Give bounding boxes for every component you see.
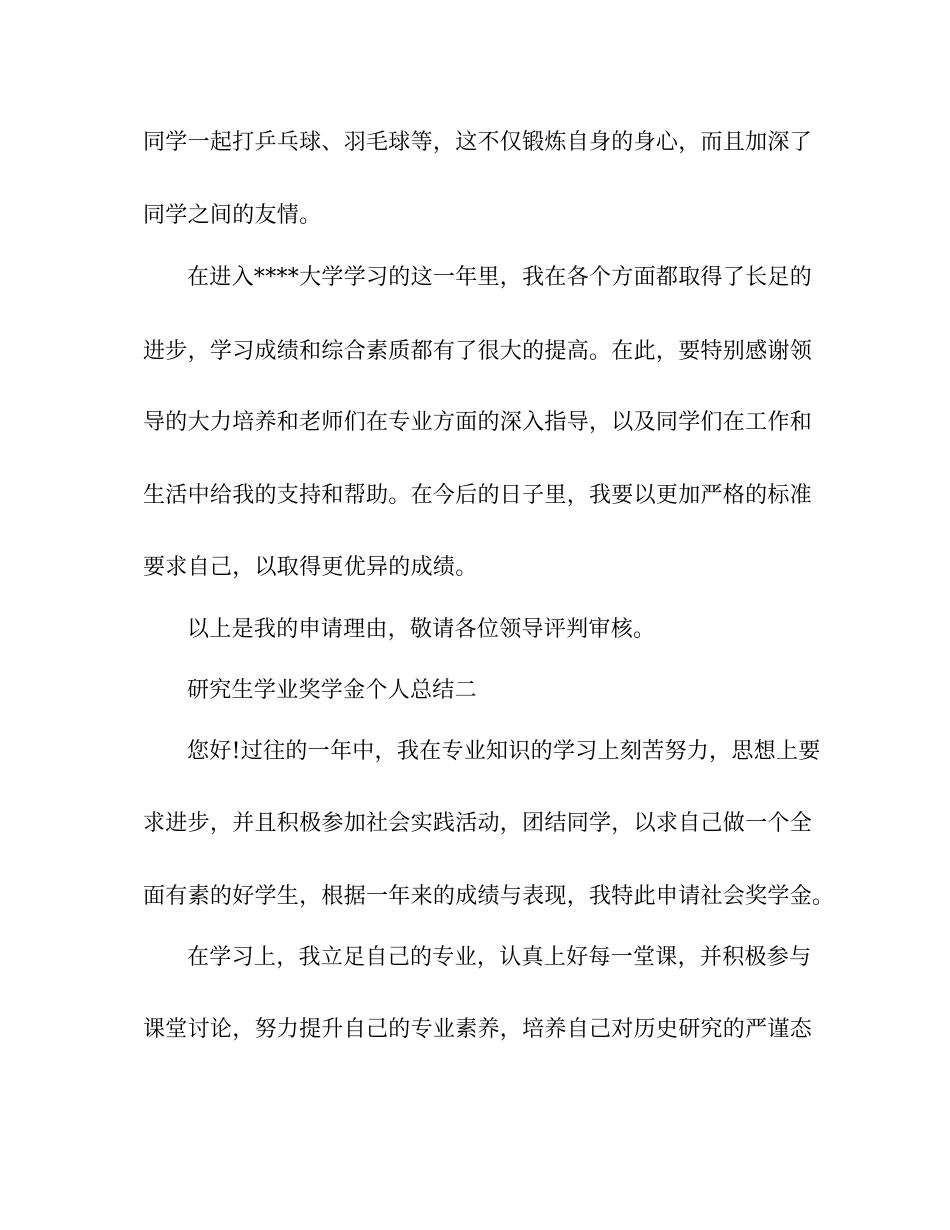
paragraph-line: 同学一起打乒乓球、羽毛球等，这不仅锻炼自身的身心，而且加深了 (143, 130, 813, 155)
paragraph-line: 生活中给我的支持和帮助。在今后的日子里，我要以更加严格的标准 (143, 483, 813, 508)
paragraph-line: 同学之间的友情。 (143, 203, 322, 228)
paragraph-line: 导的大力培养和老师们在专业方面的深入指导，以及同学们在工作和 (143, 410, 813, 435)
paragraph-line: 要求自己，以取得更优异的成绩。 (143, 555, 478, 580)
paragraph-line: 以上是我的申请理由，敬请各位领导评判审核。 (187, 617, 656, 642)
paragraph-line: 您好!过往的一年中，我在专业知识的学习上刻苦努力，思想上要 (187, 739, 821, 764)
paragraph-line: 在进入****大学学习的这一年里，我在各个方面都取得了长足的 (187, 265, 813, 290)
paragraph-line: 进步，学习成绩和综合素质都有了很大的提高。在此，要特别感谢领 (143, 339, 813, 364)
paragraph-line: 课堂讨论，努力提升自己的专业素养，培养自己对历史研究的严谨态 (143, 1017, 813, 1042)
paragraph-line: 面有素的好学生，根据一年来的成绩与表现，我特此申请社会奖学金。 (143, 884, 835, 909)
paragraph-line: 在学习上，我立足自己的专业，认真上好每一堂课，并积极参与 (187, 945, 812, 970)
section-heading: 研究生学业奖学金个人总结二 (187, 678, 477, 703)
paragraph-line: 求进步，并且积极参加社会实践活动，团结同学，以求自己做一个全 (143, 811, 813, 836)
